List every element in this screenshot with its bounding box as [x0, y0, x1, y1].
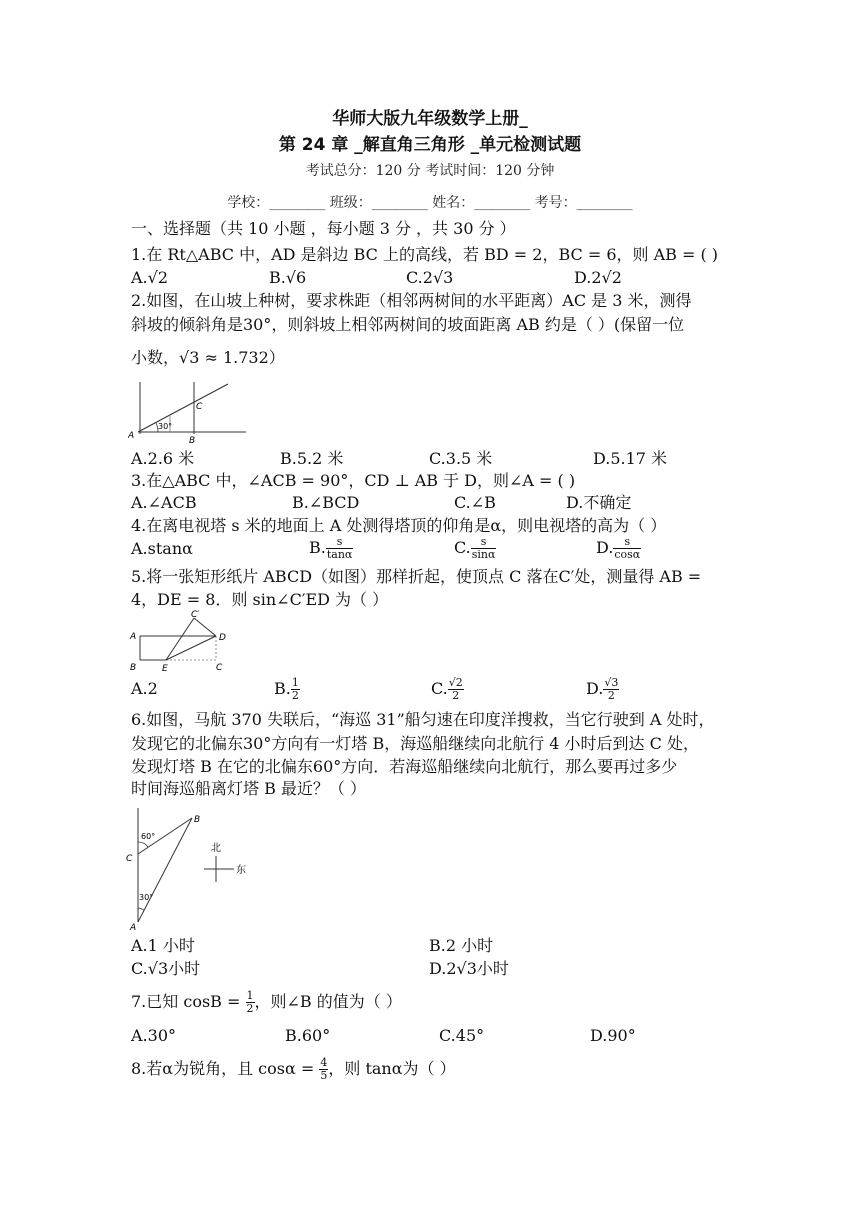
- q2-stem-2: 斜坡的倾斜角是30°，则斜坡上相邻两树间的坡面距离 AB 约是（ ）(保留一位: [131, 315, 685, 334]
- q8-stem-pre: 8.若α为锐角，且 cosα =: [131, 1059, 320, 1078]
- q1-stem: 1.在 Rt△ABC 中，AD 是斜边 BC 上的高线，若 BD = 2，BC = 6，则 AB = ( ): [131, 245, 719, 264]
- q5-stem-1: 5.将一张矩形纸片 ABCD（如图）那样折起，使顶点 C 落在C′处，测量得 AB =: [131, 567, 702, 586]
- q3-option-a[interactable]: A.∠ACB: [131, 493, 197, 512]
- q4-d-den: cosα: [614, 548, 641, 561]
- section-heading: 一、选择题（共 10 小题 ，每小题 3 分 ，共 30 分 ）: [131, 219, 516, 238]
- q2-option-b[interactable]: B.5.2 米: [280, 449, 344, 468]
- doc-title-line2: 第 24 章 _解直角三角形 _单元检测试题: [278, 135, 582, 155]
- q2-stem-3: 小数，√3 ≈ 1.732）: [131, 348, 285, 367]
- q8-num: 4: [320, 1056, 328, 1069]
- q7-stem-pre: 7.已知 cosB =: [131, 992, 246, 1011]
- q7-option-a[interactable]: A.30°: [131, 1026, 176, 1045]
- q5-b-den: 2: [291, 689, 299, 702]
- q5-b-fraction: [291, 677, 300, 702]
- q8-fraction: [319, 1057, 328, 1082]
- q6-label-c: C: [126, 854, 133, 864]
- q5-label-c-prime: C′: [191, 610, 200, 620]
- q5-label-e: E: [162, 664, 168, 674]
- q7-stem-post: ，则∠B 的值为（ ）: [254, 992, 402, 1011]
- q5-b-num: 1: [291, 676, 299, 689]
- q4-option-b[interactable]: [309, 536, 353, 561]
- q6-option-b[interactable]: B.2 小时: [429, 936, 494, 955]
- q5-option-c[interactable]: [431, 677, 464, 702]
- q5-c-den: 2: [452, 689, 460, 702]
- q2-stem-1: 2.如图，在山坡上种树，要求株距（相邻两树间的水平距离）AC 是 3 米，测得: [131, 291, 692, 310]
- q7-den: 2: [246, 1002, 254, 1015]
- q4-b-prefix: B.: [309, 538, 326, 557]
- q7-option-c[interactable]: C.45°: [439, 1026, 485, 1045]
- q2-option-c[interactable]: C.3.5 米: [429, 449, 493, 468]
- q5-c-fraction: [448, 677, 464, 702]
- q4-b-den: tanα: [326, 548, 353, 561]
- q1-option-a[interactable]: A.√2: [131, 268, 169, 287]
- q4-option-c[interactable]: [454, 536, 496, 561]
- q3-stem: 3.在△ABC 中，∠ACB = 90°，CD ⊥ AB 于 D，则∠A = ( ): [131, 471, 576, 490]
- q3-option-b[interactable]: B.∠BCD: [292, 493, 360, 512]
- q5-option-a[interactable]: A.2: [131, 679, 158, 698]
- q5-label-d: D: [219, 633, 226, 643]
- q4-b-num: s: [326, 536, 354, 549]
- q5-label-c: C: [216, 663, 223, 673]
- q5-d-num: √3: [604, 676, 619, 689]
- q7-option-d[interactable]: D.90°: [590, 1026, 636, 1045]
- q6-option-c[interactable]: C.√3小时: [131, 959, 201, 978]
- q6-label-b: B: [194, 815, 201, 825]
- q2-label-a: A: [128, 431, 135, 441]
- q6-stem-1: 6.如图，马航 370 失联后，“海巡 31”船匀速在印度洋搜救，当它行驶到 A 处时，: [131, 710, 715, 729]
- q4-c-fraction: [471, 536, 497, 561]
- q6-angle-60: 60°: [141, 832, 156, 841]
- q6-option-a[interactable]: A.1 小时: [131, 936, 195, 955]
- q4-c-num: s: [471, 536, 497, 549]
- q6-angle-30: 30°: [139, 893, 154, 902]
- q4-d-prefix: D.: [596, 538, 614, 557]
- q6-compass-north: 北: [211, 843, 221, 854]
- q4-b-fraction: [326, 536, 354, 561]
- q7-fraction: [246, 990, 255, 1015]
- q6-stem-3: 发现灯塔 B 在它的北偏东60°方向．若海巡船继续向北航行，那么要再过多少: [131, 757, 678, 776]
- q6-stem-4: 时间海巡船离灯塔 B 最近？（ ）: [131, 779, 367, 798]
- q8-stem: [131, 1057, 456, 1082]
- q4-stem: 4.在离电视塔 s 米的地面上 A 处测得塔顶的仰角是α，则电视塔的高为（ ）: [131, 516, 667, 535]
- q3-option-d[interactable]: D.不确定: [566, 493, 632, 512]
- q6-option-d[interactable]: D.2√3小时: [429, 959, 509, 978]
- q2-label-c: C: [196, 402, 203, 412]
- q1-option-d[interactable]: D.2√2: [574, 268, 622, 287]
- q3-option-c[interactable]: C.∠B: [454, 493, 496, 512]
- q4-c-prefix: C.: [454, 538, 471, 557]
- q6-figure: [126, 804, 256, 938]
- q2-option-a[interactable]: A.2.6 米: [131, 449, 195, 468]
- q5-d-den: 2: [607, 689, 615, 702]
- q8-stem-post: ，则 tanα为（ ）: [328, 1059, 456, 1078]
- q5-b-prefix: B.: [274, 679, 291, 698]
- q5-option-d[interactable]: [586, 677, 619, 702]
- q7-option-b[interactable]: B.60°: [285, 1026, 331, 1045]
- q7-num: 1: [246, 989, 254, 1002]
- q2-figure: [128, 380, 253, 449]
- q5-option-b[interactable]: [274, 677, 300, 702]
- q5-d-fraction: [603, 677, 619, 702]
- q7-stem: [131, 990, 402, 1015]
- q8-den: 5: [320, 1069, 328, 1082]
- q1-option-c[interactable]: C.2√3: [406, 268, 454, 287]
- q5-c-prefix: C.: [431, 679, 448, 698]
- q5-label-b: B: [130, 663, 137, 673]
- q6-label-a: A: [130, 923, 137, 933]
- doc-title-line1: 华师大版九年级数学上册_: [332, 109, 528, 129]
- q5-c-num: √2: [448, 676, 463, 689]
- q4-option-a[interactable]: A.stanα: [131, 539, 193, 558]
- q5-stem-2: 4，DE = 8．则 sin∠C′ED 为（ ）: [131, 590, 389, 609]
- student-fields: 学校：________ 班级：________ 姓名：________ 考号：________: [227, 195, 633, 211]
- q2-option-d[interactable]: D.5.17 米: [593, 449, 668, 468]
- exam-info: 考试总分：120 分 考试时间：120 分钟: [305, 163, 555, 179]
- q5-label-a: A: [130, 632, 137, 642]
- q4-d-num: s: [613, 536, 641, 549]
- q4-c-den: sinα: [471, 548, 496, 561]
- q5-figure: [128, 610, 238, 678]
- q4-d-fraction: [613, 536, 641, 561]
- q5-d-prefix: D.: [586, 679, 604, 698]
- q6-stem-2: 发现它的北偏东30°方向有一灯塔 B，海巡船继续向北航行 4 小时后到达 C 处，: [131, 734, 699, 753]
- q4-option-d[interactable]: [596, 536, 641, 561]
- q1-option-b[interactable]: B.√6: [269, 268, 307, 287]
- q6-compass-east: 东: [236, 865, 246, 876]
- q2-angle-label: 30°: [158, 422, 173, 431]
- q2-label-b: B: [189, 436, 196, 445]
